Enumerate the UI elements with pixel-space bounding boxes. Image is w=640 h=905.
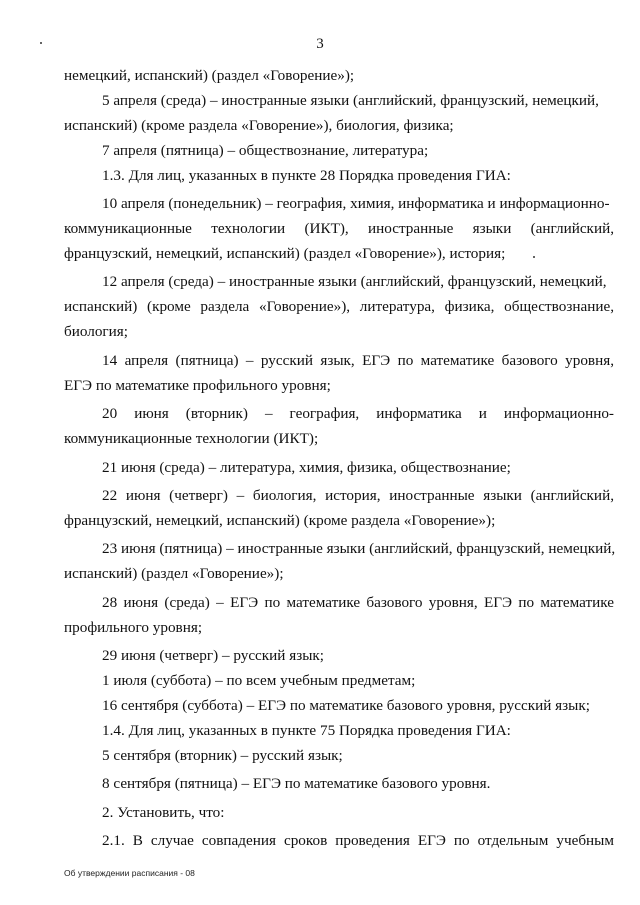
text-line: 2.1. В случае совпадения сроков проведения ЕГЭ по отдельным учебным <box>102 832 614 850</box>
text-line: 1 июля (суббота) – по всем учебным предметам; <box>102 672 416 690</box>
text-line: 10 апреля (понедельник) – география, химия, информатика и информационно- <box>102 195 610 213</box>
text-line: коммуникационные технологии (ИКТ); <box>64 430 319 448</box>
text-line: испанский) (раздел «Говорение»); <box>64 565 284 583</box>
text-line: 29 июня (четверг) – русский язык; <box>102 647 325 665</box>
scan-speck <box>40 42 42 44</box>
text-line: 22 июня (четверг) – биология, история, иностранные языки (английский, <box>102 487 614 505</box>
text-line: немецкий, испанский) (раздел «Говорение»); <box>64 67 355 84</box>
text-line: 2. Установить, что: <box>102 803 225 821</box>
text-line: испанский) (кроме раздела «Говорение»), литература, физика, обществознание, <box>64 298 614 316</box>
text-line: французский, немецкий, испанский) (кроме раздела «Говорение»); <box>64 511 496 529</box>
text-line: 8 сентября (пятница) – ЕГЭ по математике базового уровня. <box>102 775 491 793</box>
text-line: 1.3. Для лиц, указанных в пункте 28 Порядка проведения ГИА: <box>102 166 511 184</box>
text-line: испанский) (кроме раздела «Говорение»), биология, физика; <box>64 116 454 134</box>
page-number: 3 <box>316 36 324 52</box>
footer-note: Об утверждении расписания - 08 <box>64 868 195 878</box>
text-line: 21 июня (среда) – литература, химия, физика, обществознание; <box>102 458 511 476</box>
text-line: 28 июня (среда) – ЕГЭ по математике базового уровня, ЕГЭ по математике <box>102 593 614 611</box>
text-line: 20 июня (вторник) – география, информатика и информационно- <box>102 405 614 423</box>
text-line: 5 сентября (вторник) – русский язык; <box>102 746 343 764</box>
text-line: 5 апреля (среда) – иностранные языки (английский, французский, немецкий, <box>102 91 599 109</box>
document-body <box>64 64 614 854</box>
text-line: коммуникационные технологии (ИКТ), иностранные языки (английский, <box>64 220 614 238</box>
text-line: 1.4. Для лиц, указанных в пункте 75 Порядка проведения ГИА: <box>102 722 511 739</box>
text-line: 12 апреля (среда) – иностранные языки (английский, французский, немецкий, <box>102 273 607 291</box>
text-line: 14 апреля (пятница) – русский язык, ЕГЭ по математике базового уровня, <box>102 351 614 369</box>
text-line: 7 апреля (пятница) – обществознание, литература; <box>102 141 429 159</box>
text-line: 23 июня (пятница) – иностранные языки (английский, французский, немецкий, <box>102 540 616 558</box>
text-line: ЕГЭ по математике профильного уровня; <box>64 376 331 394</box>
text-line: 16 сентября (суббота) – ЕГЭ по математике базового уровня, русский язык; <box>102 697 590 715</box>
text-line: французский, немецкий, испанский) (раздел «Говорение»), история; <box>64 244 506 262</box>
text-line: биология; <box>64 323 128 341</box>
text-line: профильного уровня; <box>64 618 203 636</box>
